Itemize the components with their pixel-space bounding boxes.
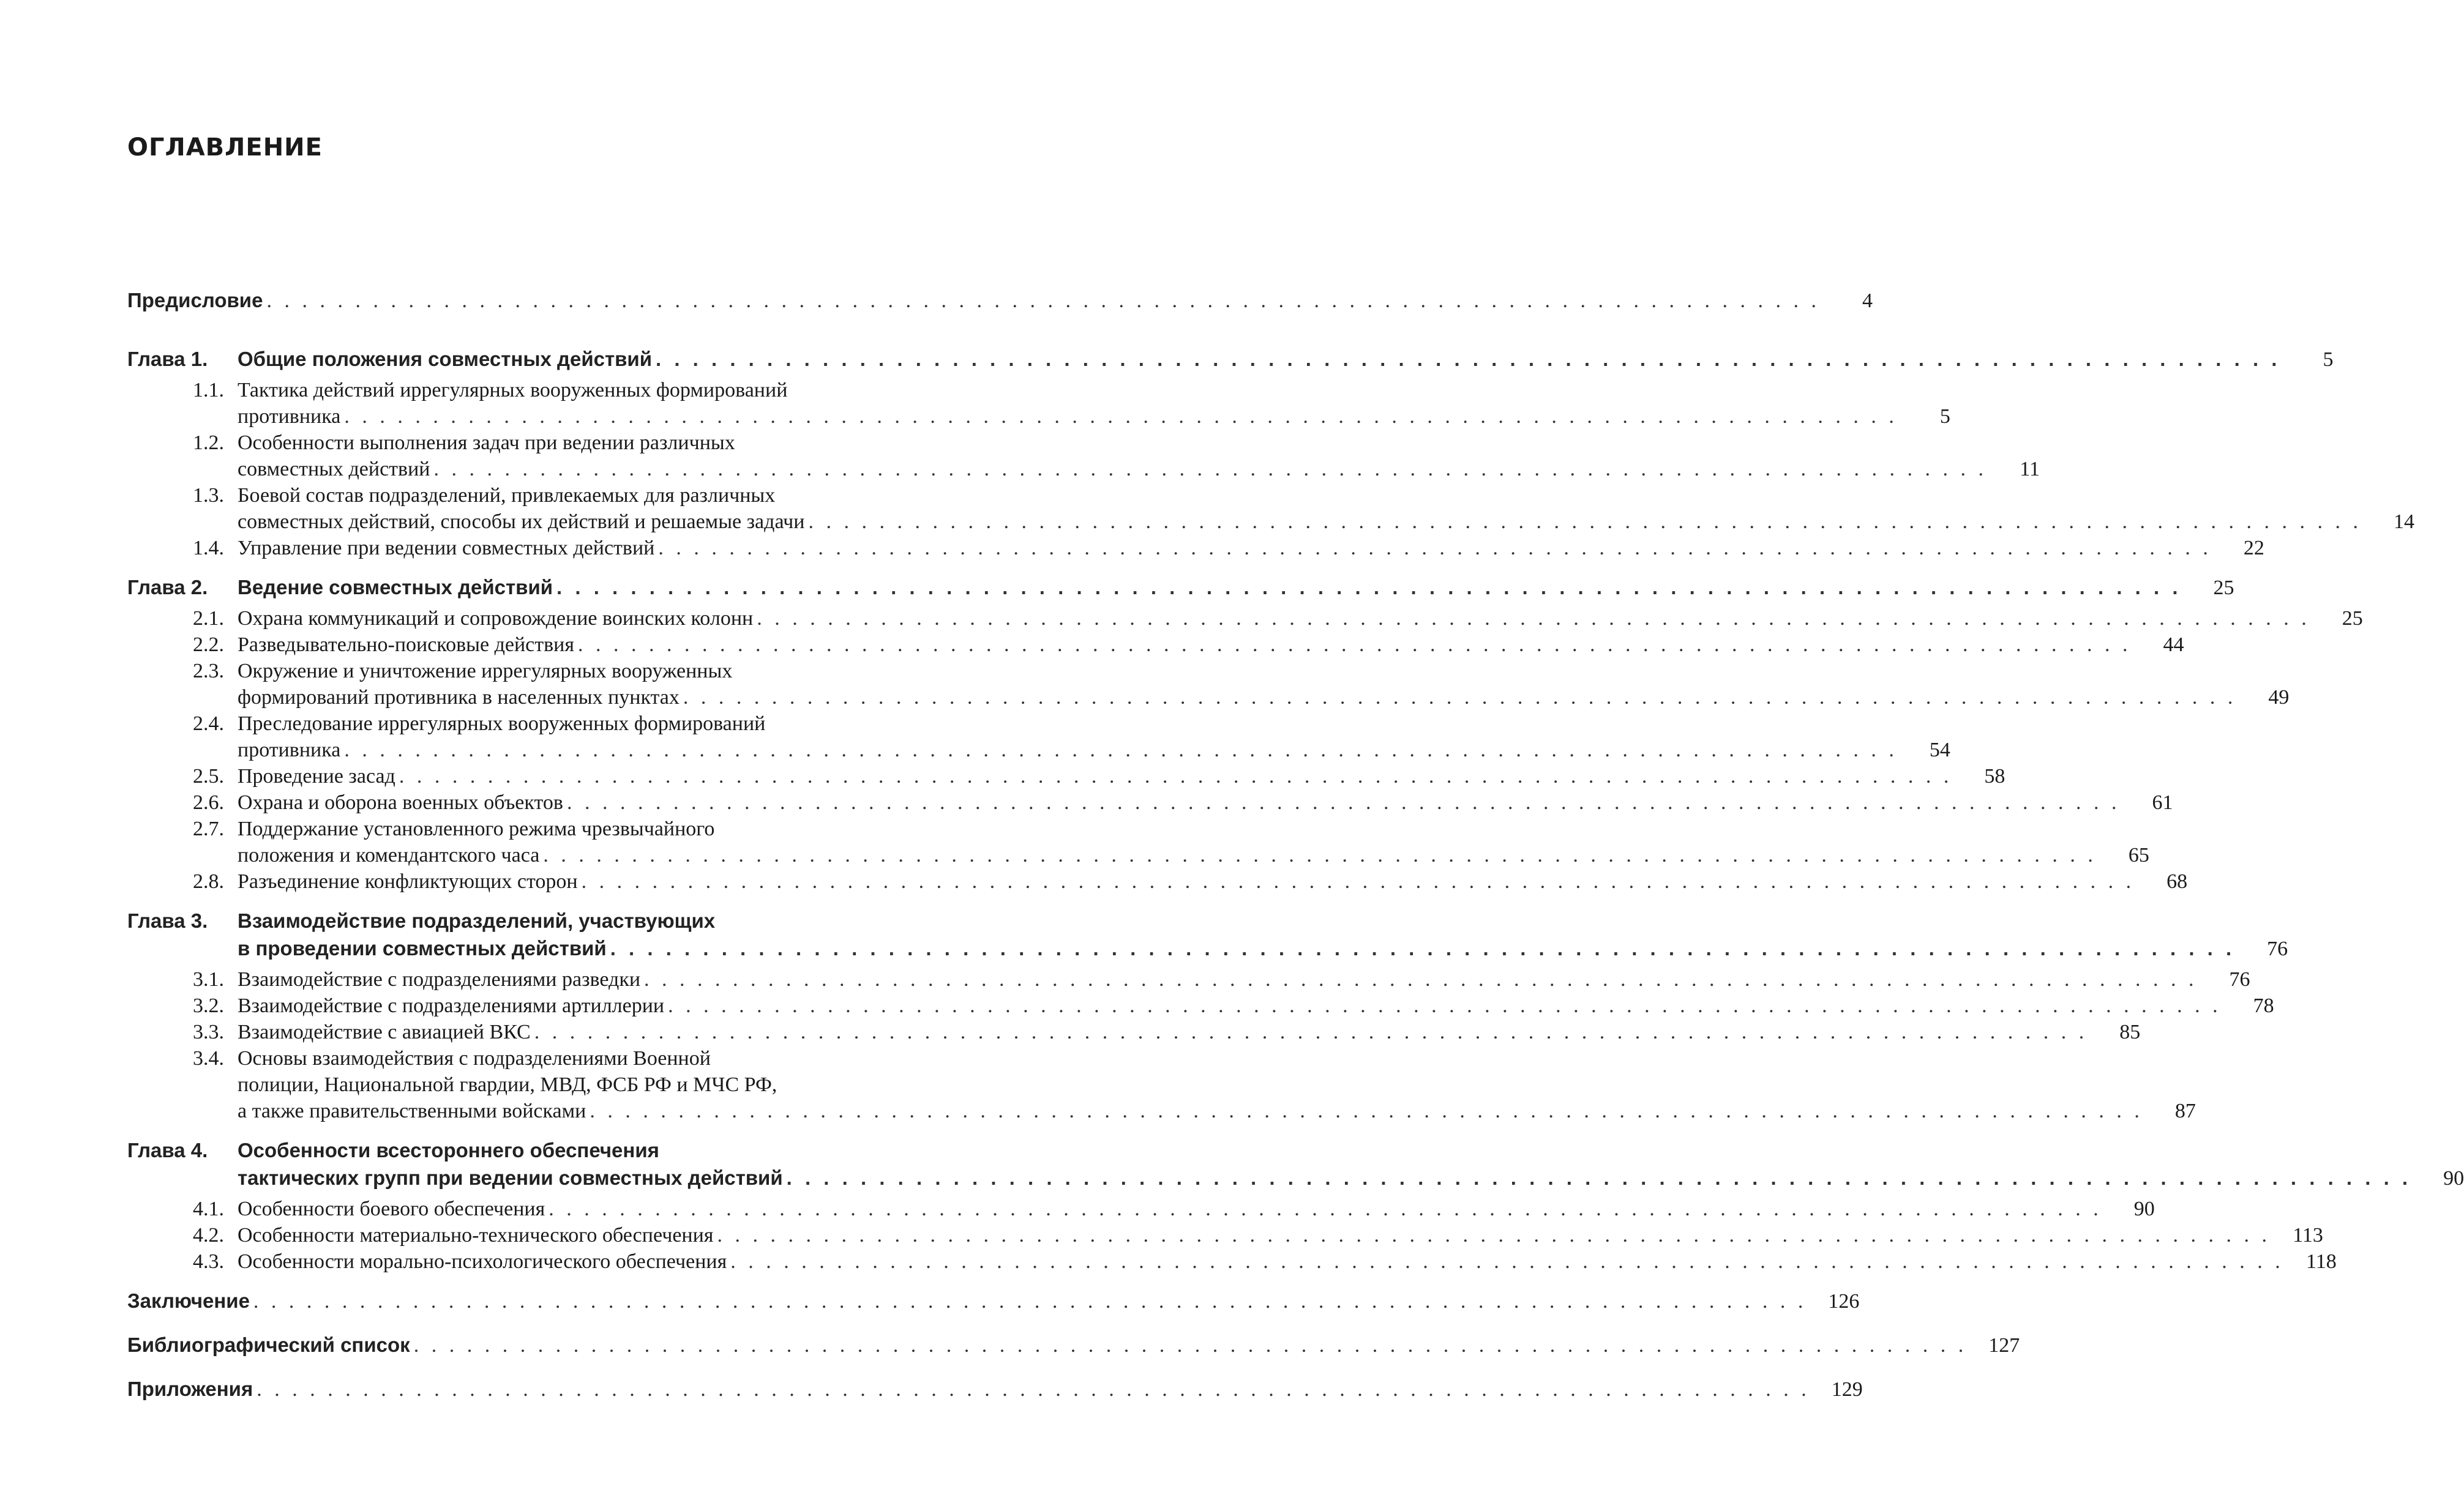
chapter-title: в проведении совместных действий [238, 937, 607, 960]
dot-leader [253, 1290, 1807, 1313]
toc-page-number: 85 [2119, 1021, 2141, 1043]
section-number: 3.2. [193, 994, 224, 1017]
toc-page-number: 113 [2293, 1224, 2323, 1247]
toc-section[interactable] [127, 966, 2250, 993]
chapter-title-line: Взаимодействие подразделений, участвующих [238, 909, 716, 932]
toc-page-number: 44 [2163, 633, 2184, 656]
toc-chapter-heading[interactable] [127, 907, 2288, 963]
dot-leader [556, 573, 2181, 601]
dot-leader [344, 403, 1898, 430]
toc-page-number: 11 [2020, 458, 2040, 480]
section-title-line: Взаимодействие с подразделениями артиллерии [238, 994, 665, 1017]
section-number: 2.8. [193, 870, 224, 893]
section-number: 3.3. [193, 1021, 224, 1043]
dot-leader [590, 1098, 2143, 1124]
section-title-line: Проведение засад [238, 765, 395, 788]
toc-page-number: 54 [1929, 739, 1950, 761]
section-title-line: Особенности материально-технического обеспечения [238, 1224, 714, 1247]
dot-leader [414, 1334, 1968, 1357]
section-title-line: положения и комендантского часа [238, 844, 540, 867]
dot-leader [578, 632, 2132, 658]
section-number: 1.2. [193, 431, 224, 454]
section-title-line: Особенности морально-психологического обеспечения [238, 1250, 727, 1273]
section-title-line: Преследование иррегулярных вооруженных формирований [238, 712, 766, 735]
toc-section[interactable] [127, 816, 2149, 868]
dot-leader [534, 1019, 2088, 1045]
toc-section[interactable] [127, 1045, 2196, 1124]
dot-leader [399, 763, 1953, 789]
toc-page-number: 126 [1828, 1290, 1860, 1313]
toc-chapter-1 [127, 345, 2414, 561]
section-title-line: совместных действий, способы их действий и решаемые задачи [238, 510, 805, 533]
toc-section[interactable] [127, 605, 2363, 632]
section-title-line: Охрана и оборона военных объектов [238, 791, 563, 814]
dot-leader [582, 868, 2135, 895]
toc-entry-label: Приложения [127, 1378, 253, 1400]
toc-chapter-heading[interactable] [127, 573, 2234, 602]
toc-chapter-2 [127, 573, 2363, 895]
section-number: 2.2. [193, 633, 224, 656]
section-title-line: совместных действий [238, 458, 430, 480]
section-number: 4.2. [193, 1224, 224, 1247]
dot-leader [808, 509, 2362, 535]
page-title: ОГЛАВЛЕНИЕ [127, 133, 323, 162]
dot-leader [730, 1248, 2284, 1275]
section-title-line: Боевой состав подразделений, привлекаемых для различных [238, 484, 776, 507]
toc-page-number: 22 [2243, 537, 2264, 559]
toc-section[interactable] [127, 993, 2274, 1019]
toc-entry-bibliography[interactable] [127, 1333, 2020, 1378]
section-number: 2.1. [193, 607, 224, 630]
section-number: 1.3. [193, 484, 224, 507]
toc-section[interactable] [127, 535, 2264, 561]
toc-page-number: 25 [2213, 576, 2234, 599]
toc-chapter-4 [127, 1136, 2464, 1275]
toc-page-number: 129 [1831, 1378, 1863, 1401]
dot-leader [549, 1196, 2102, 1222]
toc-page-number: 49 [2268, 686, 2290, 709]
toc-section[interactable] [127, 789, 2173, 816]
section-number: 3.1. [193, 968, 224, 991]
toc-section[interactable] [127, 632, 2184, 658]
section-title-line: а также правительственными войсками [238, 1100, 586, 1122]
section-title-line: противника [238, 739, 341, 761]
section-title-line: Охрана коммуникаций и сопровождение воинских колонн [238, 607, 754, 630]
toc-page-number: 14 [2393, 510, 2414, 533]
dot-leader [610, 934, 2235, 962]
toc-section[interactable] [127, 377, 1950, 430]
section-title-line: Основы взаимодействия с подразделениями Военной [238, 1047, 711, 1070]
table-of-contents [127, 289, 2464, 1422]
toc-section[interactable] [127, 710, 1950, 763]
dot-leader [656, 345, 2280, 373]
toc-entry-preface[interactable] [127, 289, 1873, 333]
toc-page-number: 90 [2443, 1167, 2464, 1190]
section-title-line: Управление при ведении совместных действий [238, 537, 655, 559]
section-number: 2.4. [193, 712, 224, 735]
toc-entry-label: Библиографический список [127, 1333, 410, 1356]
toc-section[interactable] [127, 868, 2188, 895]
toc-page-number: 118 [2306, 1250, 2337, 1273]
chapter-label: Глава 2. [127, 576, 208, 599]
section-title-line: противника [238, 405, 341, 428]
dot-leader [683, 684, 2237, 710]
dot-leader [543, 842, 2097, 868]
section-title-line: Взаимодействие с подразделениями разведки [238, 968, 641, 991]
section-number: 2.5. [193, 765, 224, 788]
section-number: 2.3. [193, 660, 224, 682]
section-number: 1.4. [193, 537, 224, 559]
dot-leader [658, 535, 2212, 561]
toc-section[interactable] [127, 658, 2290, 710]
dot-leader [644, 966, 2198, 993]
chapter-title-line: Особенности всестороннего обеспечения [238, 1139, 659, 1162]
dot-leader [757, 605, 2310, 632]
toc-chapter-heading[interactable] [127, 1136, 2464, 1192]
toc-section[interactable] [127, 1222, 2323, 1248]
toc-page-number: 68 [2166, 870, 2188, 893]
section-number: 4.3. [193, 1250, 224, 1273]
toc-page-number: 25 [2342, 607, 2363, 630]
dot-leader [266, 289, 1820, 313]
toc-section[interactable] [127, 482, 2414, 535]
dot-leader [433, 456, 1987, 482]
section-title-line: Тактика действий иррегулярных вооруженных формирований [238, 379, 788, 401]
chapter-title: Ведение совместных действий [238, 576, 553, 599]
section-number: 1.1. [193, 379, 224, 401]
toc-section[interactable] [127, 1196, 2155, 1222]
toc-entry-label: Предисловие [127, 289, 263, 311]
toc-page-number: 87 [2174, 1100, 2196, 1122]
toc-page-number: 78 [2253, 994, 2274, 1017]
toc-page-number: 61 [2152, 791, 2173, 814]
section-title-line: Особенности боевого обеспечения [238, 1198, 545, 1220]
section-number: 4.1. [193, 1198, 224, 1220]
chapter-label: Глава 4. [127, 1139, 208, 1162]
toc-page-number: 5 [1939, 405, 1950, 428]
toc-entry-conclusion[interactable] [127, 1289, 1860, 1333]
chapter-label: Глава 1. [127, 348, 208, 370]
toc-page-number: 76 [2229, 968, 2250, 991]
dot-leader [567, 789, 2121, 816]
section-title-line: Окружение и уничтожение иррегулярных вооруженных [238, 660, 733, 682]
section-number: 2.7. [193, 818, 224, 840]
chapter-label: Глава 3. [127, 909, 208, 932]
toc-entry-label: Заключение [127, 1289, 250, 1312]
section-title-line: полиции, Национальной гвардии, МВД, ФСБ РФ и МЧС РФ, [238, 1073, 777, 1096]
section-number: 3.4. [193, 1047, 224, 1070]
toc-chapter-heading[interactable] [127, 345, 2334, 373]
dot-leader [344, 737, 1898, 763]
section-title-line: Особенности выполнения задач при ведении различных [238, 431, 735, 454]
toc-section[interactable] [127, 430, 2040, 482]
section-title-line: Разъединение конфликтующих сторон [238, 870, 578, 893]
toc-chapter-3 [127, 907, 2288, 1124]
dot-leader [717, 1222, 2271, 1248]
dot-leader [668, 993, 2222, 1019]
toc-entry-appendices[interactable] [127, 1378, 1863, 1422]
section-title-line: Взаимодействие с авиацией ВКС [238, 1021, 531, 1043]
toc-section[interactable] [127, 1248, 2337, 1275]
toc-page-number: 127 [1988, 1334, 2020, 1357]
toc-page-number: 4 [1862, 289, 1873, 312]
toc-page-number: 90 [2133, 1198, 2155, 1220]
toc-page-number: 5 [2323, 348, 2334, 371]
section-title-line: Поддержание установленного режима чрезвычайного [238, 818, 715, 840]
section-number: 2.6. [193, 791, 224, 814]
toc-page-number: 58 [1984, 765, 2005, 788]
dot-leader [257, 1378, 1810, 1401]
chapter-title: тактических групп при ведении совместных действий [238, 1166, 783, 1189]
toc-page-number: 76 [2267, 938, 2288, 960]
toc-page-number: 65 [2128, 844, 2149, 867]
dot-leader [787, 1164, 2411, 1192]
section-title-line: формирований противника в населенных пунктах [238, 686, 680, 709]
section-title-line: Разведывательно-поисковые действия [238, 633, 575, 656]
toc-section[interactable] [127, 763, 2005, 789]
chapter-title: Общие положения совместных действий [238, 348, 652, 370]
toc-section[interactable] [127, 1019, 2141, 1045]
